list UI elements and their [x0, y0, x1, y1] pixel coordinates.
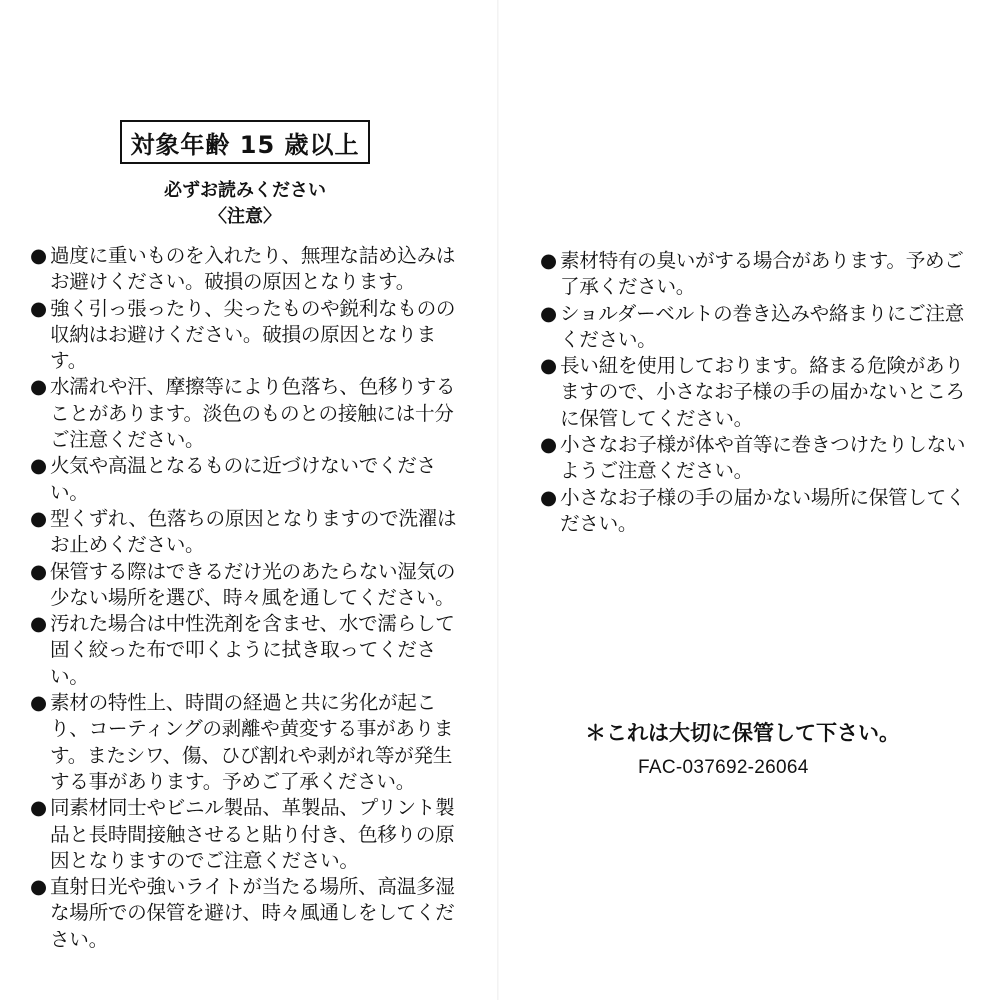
bullet-icon: ● — [30, 691, 47, 715]
caution-item-text: 小さなお子様が体や首等に巻きつけたりしないようご注意ください。 — [560, 433, 966, 483]
caution-item — [30, 374, 470, 453]
bullet-icon: ● — [540, 485, 557, 509]
caution-item — [30, 874, 470, 953]
read-carefully-heading: 必ずお読みください — [164, 180, 326, 201]
bullet-icon: ● — [30, 612, 47, 636]
bullet-icon: ● — [30, 375, 47, 399]
caution-item — [540, 301, 980, 354]
bullet-icon: ● — [30, 875, 47, 899]
bullet-icon: ● — [540, 433, 557, 457]
caution-item — [30, 506, 470, 559]
caution-item-text: 同素材同士やビニル製品、革製品、プリント製品と長時間接触させると貼り付き、色移りの原因となりますのでご注意ください。 — [50, 796, 455, 872]
caution-item — [30, 795, 470, 874]
caution-item-text: 過度に重いものを入れたり、無理な詰め込みはお避けください。破損の原因となります。 — [50, 244, 456, 294]
caution-item-text: 素材の特性上、時間の経過と共に劣化が起こり、コーティングの剥離や黄変する事があります。またシワ、傷、ひび割れや剥がれ等が発生する事があります。予めご了承ください。 — [50, 691, 454, 793]
caution-item-text: 汚れた場合は中性洗剤を含ませ、水で濡らして固く絞った布で叩くように拭き取ってください。 — [50, 612, 455, 688]
caution-item — [540, 485, 980, 538]
age-restriction-label: 対象年齢 15 歳以上 — [130, 130, 360, 159]
caution-item — [30, 453, 470, 506]
caution-item — [30, 243, 470, 296]
bullet-icon: ● — [540, 354, 557, 378]
caution-item — [540, 432, 980, 485]
product-code: FAC-037692-26064 — [638, 757, 809, 778]
age-restriction-box — [120, 120, 370, 164]
caution-item-text: 小さなお子様の手の届かない場所に保管してください。 — [560, 485, 966, 535]
caution-item — [30, 296, 470, 375]
caution-item-text: 保管する際はできるだけ光のあたらない湿気の少ない場所を選び、時々風を通してください。 — [50, 559, 456, 609]
caution-list-right — [540, 248, 980, 537]
caution-item — [30, 611, 470, 690]
caution-item-text: ショルダーベルトの巻き込みや絡まりにご注意ください。 — [560, 301, 964, 351]
caution-item — [30, 559, 470, 612]
page-fold-line — [497, 0, 499, 1000]
caution-item-text: 型くずれ、色落ちの原因となりますので洗濯はお止めください。 — [50, 506, 457, 557]
caution-item — [540, 353, 980, 432]
bullet-icon: ● — [540, 301, 557, 325]
caution-item-text: 素材特有の臭いがする場合があります。予めご了承ください。 — [560, 249, 964, 299]
bullet-icon: ● — [30, 244, 47, 267]
caution-item-text: 火気や高温となるものに近づけないでください。 — [50, 454, 436, 504]
bullet-icon: ● — [30, 559, 47, 583]
caution-item-text: 強く引っ張ったり、尖ったものや鋭利なものの収納はお避けください。破損の原因となります。 — [50, 296, 456, 373]
caution-list-left — [30, 243, 470, 953]
caution-subheading: 〈注意〉 — [209, 206, 281, 227]
bullet-icon: ● — [30, 454, 47, 478]
caution-item-text: 水濡れや汗、摩擦等により色落ち、色移りすることがあります。淡色のものとの接触には十分ご注意ください。 — [50, 375, 456, 452]
caution-item-text: 直射日光や強いライトが当たる場所、高温多湿な場所での保管を避け、時々風通しをしてください。 — [50, 875, 455, 951]
bullet-icon: ● — [30, 796, 47, 820]
bullet-icon: ● — [30, 506, 47, 530]
keep-this-note: ＊これは大切に保管して下さい。 — [585, 721, 900, 745]
caution-item — [30, 690, 470, 795]
bullet-icon: ● — [540, 249, 557, 272]
caution-item-text: 長い紐を使用しております。絡まる危険がありますので、小さなお子様の手の届かないところに保管してください。 — [560, 354, 965, 430]
bullet-icon: ● — [30, 296, 47, 320]
caution-item — [540, 248, 980, 301]
